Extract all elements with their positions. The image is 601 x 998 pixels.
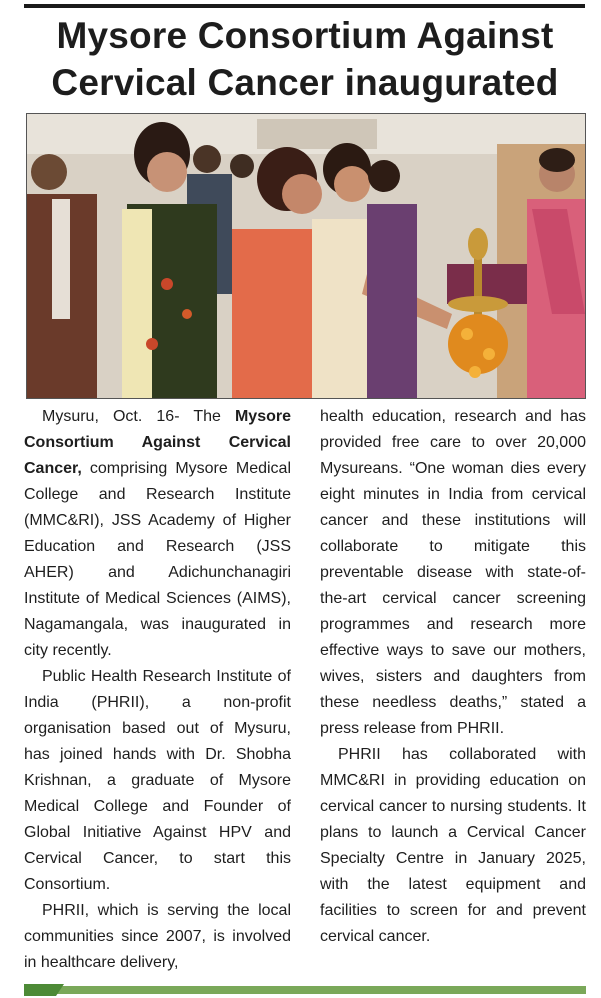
paragraph-2: Public Health Research Institute of India (PHRII), a non-profit organisation based out of Mysuru, has joined hands with Dr. Shobha Krishnan, a graduate of Mysore Medical College and Founder of Global Initiative Against HPV and Cervical Cancer, to start this Consortium. [24, 668, 291, 893]
article-column-left [24, 404, 291, 976]
article-column-right [320, 404, 586, 950]
paragraph-3-continued: health education, research and has provided free care to over 20,000 Mysureans. “One woman dies every eight minutes in India from cervical cancer and these institutions will collaborate to mitigate this preventable disease with state-of-the-art cervical cancer screening programmes and research more effective ways to save our mothers, wives, sisters and daughters from these needless deaths,” stated a press release from PHRII. [320, 408, 586, 737]
paragraph-4: PHRII has collaborated with MMC&RI in providing education on cervical cancer to nursing students. It plans to launch a Cervical Cancer Specialty Centre in January 2025, with the latest equipment and facilities to screen for and prevent cervical cancer. [320, 746, 586, 945]
bottom-rule-tab [24, 984, 64, 996]
top-rule [24, 4, 585, 8]
lamp-lighting-photo [27, 114, 585, 398]
bottom-rule [24, 986, 586, 994]
headline [20, 12, 590, 106]
headline-line-2: Cervical Cancer inaugurated [51, 62, 559, 103]
paragraph-3: PHRII, which is serving the local communities since 2007, is involved in healthcare delivery, [24, 902, 291, 971]
paragraph-1-text: comprising Mysore Medical College and Research Institute (MMC&RI), JSS Academy of Higher Education and Research (JSS AHER) and Adichunchanagiri Institute of Medical Sciences (AIMS), Nagamangala, was inaugurated in city recently. [24, 460, 291, 659]
consortium-name: Mysore Consortium Against Cervical Cancer, [24, 408, 291, 477]
news-photo [26, 113, 586, 399]
dateline: Mysuru, Oct. 16- The [42, 408, 235, 425]
headline-line-1: Mysore Consortium Against [56, 15, 554, 56]
paragraph-1 [24, 404, 291, 664]
